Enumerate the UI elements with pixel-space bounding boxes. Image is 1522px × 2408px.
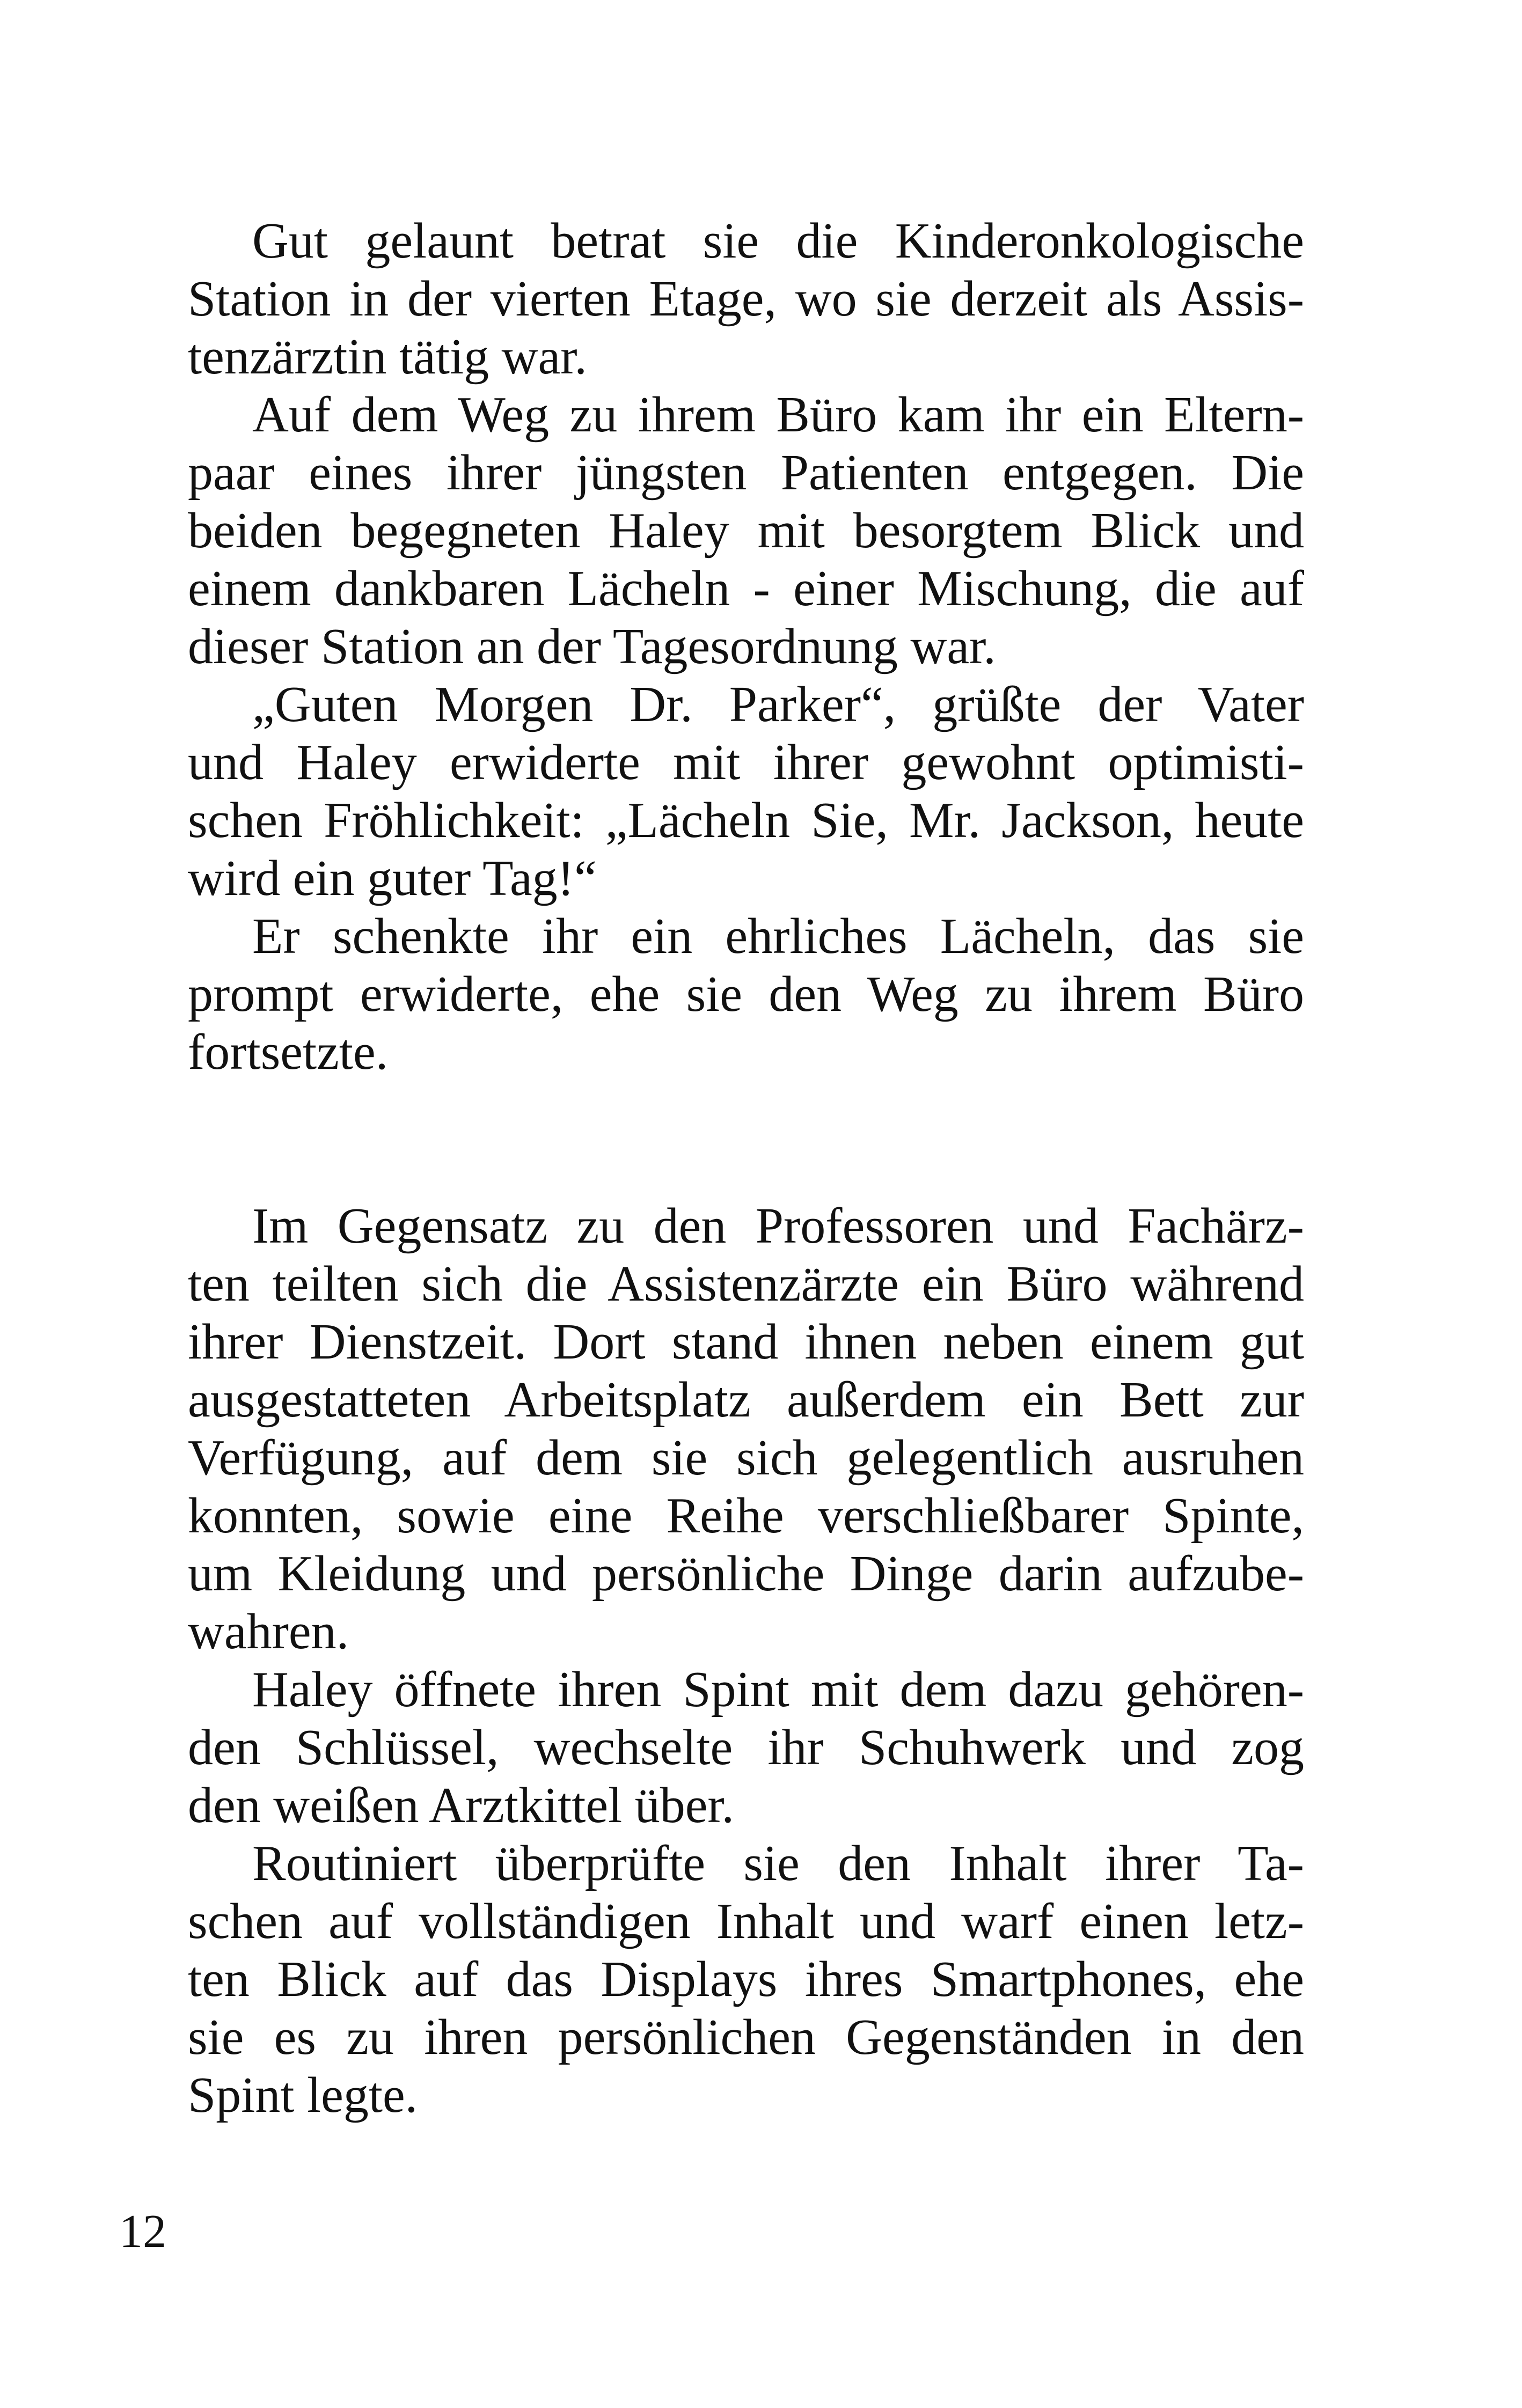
page-number: 12 <box>119 2206 166 2258</box>
text-line: paar eines ihrer jüngsten Patienten entgegen. Die <box>188 445 1304 501</box>
text-line: fortsetzte. <box>188 1024 389 1080</box>
paragraph <box>188 1834 1304 2124</box>
text-line: den weißen Arztkittel über. <box>188 1778 735 1833</box>
text-line: den Schlüssel, wechselte ihr Schuhwerk und zog <box>188 1720 1304 1775</box>
paragraph <box>188 212 1304 386</box>
text-line: Auf dem Weg zu ihrem Büro kam ihr ein Eltern- <box>252 387 1304 443</box>
text-line: einem dankbaren Lächeln - einer Mischung, die auf <box>188 561 1304 616</box>
text-line: konnten, sowie eine Reihe verschließbarer Spinte, <box>188 1488 1304 1544</box>
text-line: ten Blick auf das Displays ihres Smartphones, ehe <box>188 1951 1304 2007</box>
section-break <box>188 1081 1304 1197</box>
text-line: Spint legte. <box>188 2067 418 2123</box>
text-line: Verfügung, auf dem sie sich gelegentlich ausruhen <box>188 1430 1304 1486</box>
text-line: Im Gegensatz zu den Professoren und Fachärz- <box>252 1198 1304 1254</box>
text-line: prompt erwiderte, ehe sie den Weg zu ihrem Büro <box>188 966 1304 1022</box>
paragraph <box>188 907 1304 1081</box>
text-line: wahren. <box>188 1604 349 1660</box>
text-line: um Kleidung und persönliche Dinge darin aufzube- <box>188 1546 1304 1602</box>
paragraph <box>188 386 1304 676</box>
text-line: Station in der vierten Etage, wo sie derzeit als Assis- <box>188 271 1304 327</box>
text-line: Haley öffnete ihren Spint mit dem dazu gehören- <box>252 1662 1304 1717</box>
paragraph <box>188 1197 1304 1661</box>
text-line: Gut gelaunt betrat sie die Kinderonkologische <box>252 213 1304 269</box>
page-body-text <box>188 212 1304 2124</box>
paragraph <box>188 1661 1304 1834</box>
text-line: ausgestatteten Arbeitsplatz außerdem ein Bett zur <box>188 1372 1304 1428</box>
text-line: „Guten Morgen Dr. Parker“, grüßte der Vater <box>252 677 1304 732</box>
text-line: und Haley erwiderte mit ihrer gewohnt optimisti- <box>188 735 1304 790</box>
text-line: Er schenkte ihr ein ehrliches Lächeln, das sie <box>252 908 1304 964</box>
text-line: Routiniert überprüfte sie den Inhalt ihrer Ta- <box>252 1836 1304 1891</box>
text-line: ihrer Dienstzeit. Dort stand ihnen neben einem gut <box>188 1314 1304 1370</box>
text-line: dieser Station an der Tagesordnung war. <box>188 619 996 674</box>
text-line: ten teilten sich die Assistenzärzte ein Büro während <box>188 1256 1304 1312</box>
text-line: tenzärztin tätig war. <box>188 329 587 385</box>
text-line: schen Fröhlichkeit: „Lächeln Sie, Mr. Jackson, heute <box>188 792 1304 848</box>
text-line: wird ein guter Tag!“ <box>188 850 597 906</box>
text-line: sie es zu ihren persönlichen Gegenständen in den <box>188 2009 1304 2065</box>
text-line: schen auf vollständigen Inhalt und warf einen letz- <box>188 1893 1304 1949</box>
text-line: beiden begegneten Haley mit besorgtem Blick und <box>188 503 1304 559</box>
paragraph <box>188 676 1304 907</box>
